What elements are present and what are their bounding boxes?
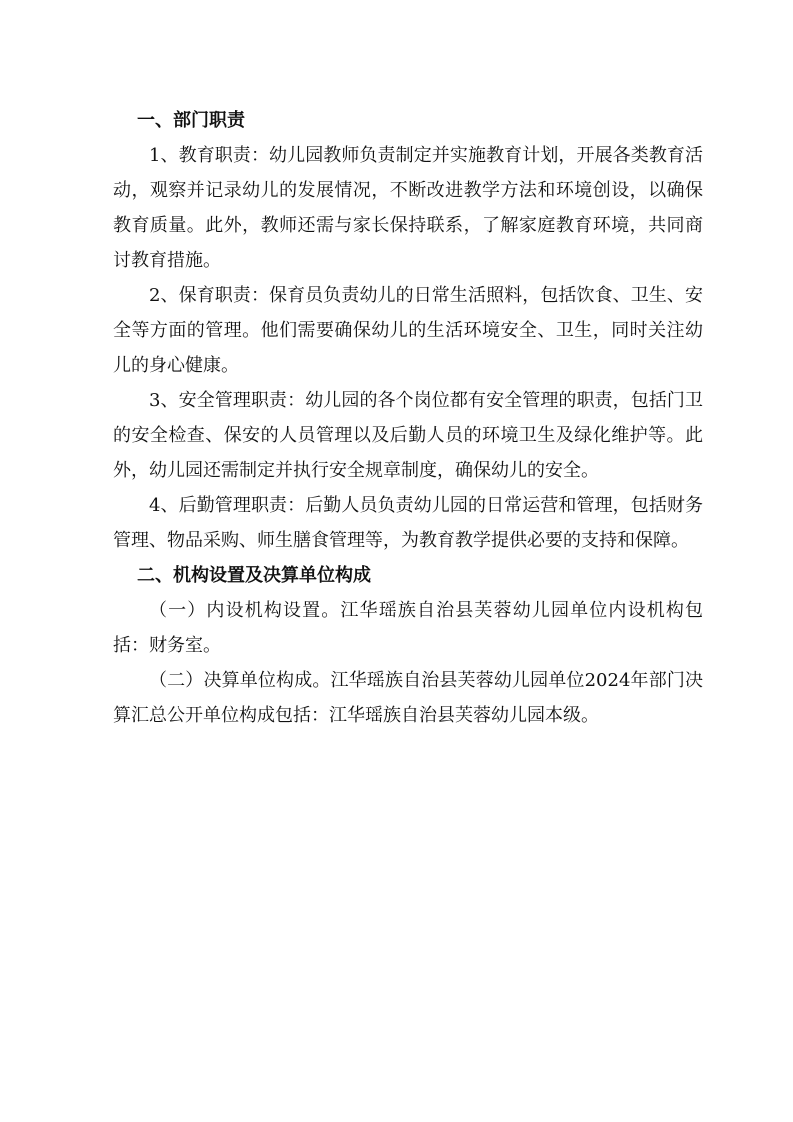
paragraph-logistics-duty: 4、后勤管理职责：后勤人员负责幼儿园的日常运营和管理，包括财务管理、物品采购、师生膳食管理等，为教育教学提供必要的支持和保障。: [113, 495, 703, 551]
document-body: [113, 103, 703, 733]
section-heading-duties: 一、部门职责: [137, 110, 245, 131]
paragraph-internal-structure: （一）内设机构设置。江华瑶族自治县芙蓉幼儿园单位内设机构包括：财务室。: [113, 600, 703, 656]
paragraph-accounting-units: （二）决算单位构成。江华瑶族自治县芙蓉幼儿园单位2024年部门决算汇总公开单位构成包括：江华瑶族自治县芙蓉幼儿园本级。: [113, 670, 703, 726]
section-heading-organization: 二、机构设置及决算单位构成: [137, 565, 371, 586]
paragraph-education-duty: 1、教育职责：幼儿园教师负责制定并实施教育计划，开展各类教育活动，观察并记录幼儿的发展情况，不断改进教学方法和环境创设，以确保教育质量。此外，教师还需与家长保持联系，了解家庭教育环境，共同商讨教育措施。: [113, 145, 703, 271]
paragraph-safety-duty: 3、安全管理职责：幼儿园的各个岗位都有安全管理的职责，包括门卫的安全检查、保安的人员管理以及后勤人员的环境卫生及绿化维护等。此外，幼儿园还需制定并执行安全规章制度，确保幼儿的安全。: [113, 390, 703, 481]
paragraph-care-duty: 2、保育职责：保育员负责幼儿的日常生活照料，包括饮食、卫生、安全等方面的管理。他们需要确保幼儿的生活环境安全、卫生，同时关注幼儿的身心健康。: [113, 285, 703, 376]
